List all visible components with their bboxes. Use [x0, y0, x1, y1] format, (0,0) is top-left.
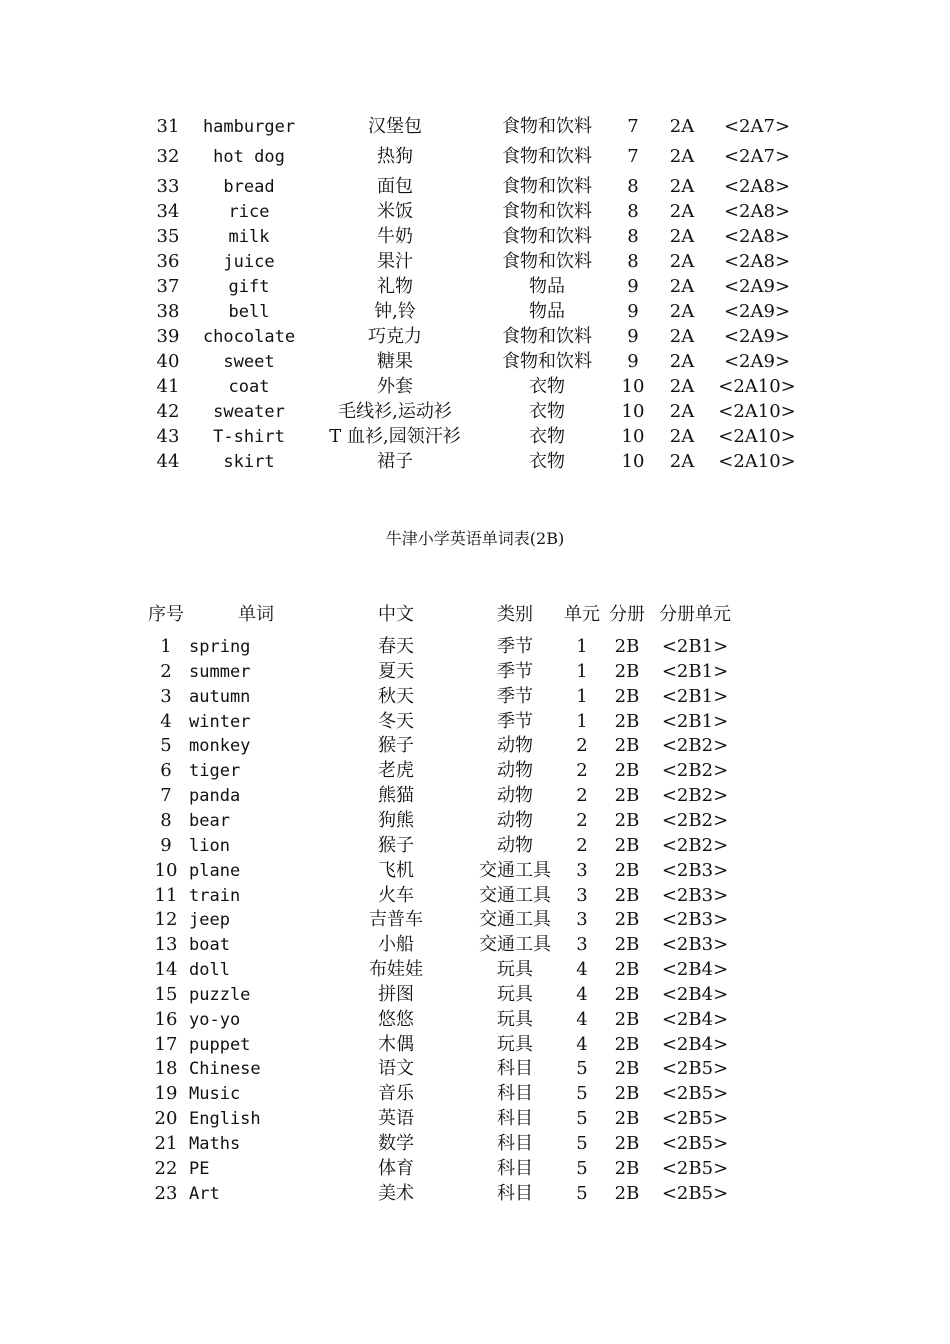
- cell-word: tiger: [189, 761, 241, 781]
- cell-book-unit: <2B4>: [661, 1034, 729, 1055]
- cell-chinese: 猴子: [378, 835, 414, 856]
- cell-category: 交通工具: [479, 885, 551, 906]
- cell-chinese: 布娃娃: [369, 959, 423, 980]
- cell-category: 科目: [497, 1108, 533, 1129]
- cell-category: 食物和饮料: [502, 326, 592, 347]
- cell-word: milk: [228, 227, 270, 247]
- cell-word: hot dog: [213, 147, 285, 167]
- cell-chinese: 裙子: [377, 451, 413, 472]
- header-book-unit: 分册单元: [659, 604, 731, 625]
- cell-no: 4: [160, 711, 172, 732]
- cell-word: Art: [189, 1184, 220, 1204]
- cell-category: 季节: [497, 661, 533, 682]
- cell-book-unit: <2B1>: [661, 661, 729, 682]
- cell-word: train: [189, 886, 241, 906]
- cell-book: 2B: [614, 1009, 640, 1030]
- cell-no: 39: [156, 326, 180, 347]
- cell-book-unit: <2A7>: [723, 116, 791, 137]
- cell-book: 2A: [669, 201, 695, 222]
- cell-category: 衣物: [529, 376, 565, 397]
- cell-book-unit: <2A9>: [723, 276, 791, 297]
- cell-category: 交通工具: [479, 934, 551, 955]
- cell-category: 食物和饮料: [502, 201, 592, 222]
- cell-unit: 5: [576, 1058, 588, 1079]
- cell-chinese: 语文: [378, 1058, 414, 1079]
- cell-unit: 9: [627, 351, 639, 372]
- cell-no: 31: [156, 116, 180, 137]
- section-title: 牛津小学英语单词表(2B): [385, 529, 565, 548]
- cell-chinese: 悠悠: [378, 1009, 414, 1030]
- cell-book: 2B: [614, 984, 640, 1005]
- cell-no: 23: [154, 1183, 178, 1204]
- cell-book: 2B: [614, 785, 640, 806]
- cell-word: coat: [228, 377, 270, 397]
- cell-book-unit: <2A8>: [723, 176, 791, 197]
- cell-book: 2B: [614, 735, 640, 756]
- cell-book: 2A: [669, 426, 695, 447]
- cell-word: PE: [189, 1159, 210, 1179]
- cell-chinese: 音乐: [378, 1083, 414, 1104]
- cell-no: 36: [156, 251, 180, 272]
- cell-word: lion: [189, 836, 230, 856]
- cell-unit: 2: [576, 835, 588, 856]
- cell-chinese: 钟,铃: [374, 301, 416, 322]
- cell-category: 科目: [497, 1133, 533, 1154]
- cell-no: 42: [156, 401, 180, 422]
- cell-word: Chinese: [189, 1059, 261, 1079]
- cell-chinese: 体育: [378, 1158, 414, 1179]
- cell-no: 20: [154, 1108, 178, 1129]
- cell-chinese: 巧克力: [368, 326, 422, 347]
- cell-chinese: 狗熊: [378, 810, 414, 831]
- cell-book: 2B: [614, 686, 640, 707]
- cell-no: 6: [160, 760, 172, 781]
- cell-unit: 9: [627, 326, 639, 347]
- cell-unit: 5: [576, 1133, 588, 1154]
- cell-book-unit: <2A10>: [718, 426, 796, 447]
- cell-unit: 3: [576, 885, 588, 906]
- cell-word: hamburger: [202, 117, 296, 137]
- cell-word: T-shirt: [213, 427, 285, 447]
- cell-no: 11: [154, 885, 178, 906]
- cell-word: bell: [228, 302, 270, 322]
- header-book: 分册: [609, 604, 645, 625]
- cell-book: 2B: [614, 835, 640, 856]
- cell-word: doll: [189, 960, 230, 980]
- cell-category: 玩具: [497, 984, 533, 1005]
- cell-word: puzzle: [189, 985, 251, 1005]
- cell-word: monkey: [189, 736, 251, 756]
- cell-no: 18: [154, 1058, 178, 1079]
- cell-category: 季节: [497, 711, 533, 732]
- cell-chinese: 木偶: [378, 1034, 414, 1055]
- cell-book-unit: <2A10>: [718, 376, 796, 397]
- cell-category: 食物和饮料: [502, 251, 592, 272]
- cell-unit: 7: [627, 146, 639, 167]
- cell-book: 2A: [669, 376, 695, 397]
- cell-book-unit: <2B4>: [661, 1009, 729, 1030]
- cell-chinese: 汉堡包: [368, 116, 422, 137]
- cell-word: jeep: [189, 910, 230, 930]
- header-no: 序号: [148, 604, 184, 625]
- cell-category: 食物和饮料: [502, 146, 592, 167]
- cell-word: Music: [189, 1084, 241, 1104]
- cell-unit: 4: [576, 959, 588, 980]
- cell-category: 食物和饮料: [502, 226, 592, 247]
- cell-book-unit: <2B4>: [661, 959, 729, 980]
- cell-category: 物品: [529, 276, 565, 297]
- cell-chinese: 外套: [377, 376, 413, 397]
- cell-book-unit: <2A10>: [718, 451, 796, 472]
- cell-unit: 10: [621, 401, 645, 422]
- cell-no: 10: [154, 860, 178, 881]
- cell-category: 衣物: [529, 401, 565, 422]
- cell-unit: 1: [576, 711, 588, 732]
- cell-no: 43: [156, 426, 180, 447]
- cell-word: skirt: [223, 452, 275, 472]
- header-chinese: 中文: [378, 604, 414, 625]
- cell-chinese: 小船: [378, 934, 414, 955]
- cell-unit: 2: [576, 785, 588, 806]
- cell-unit: 2: [576, 810, 588, 831]
- cell-word: bread: [223, 177, 275, 197]
- cell-chinese: T 血衫,园领汗衫: [329, 426, 461, 447]
- cell-category: 食物和饮料: [502, 176, 592, 197]
- cell-no: 16: [154, 1009, 178, 1030]
- cell-word: sweater: [213, 402, 285, 422]
- cell-word: autumn: [189, 687, 251, 707]
- cell-no: 7: [160, 785, 172, 806]
- cell-book: 2B: [614, 885, 640, 906]
- cell-category: 科目: [497, 1083, 533, 1104]
- cell-book-unit: <2B2>: [661, 785, 729, 806]
- cell-book-unit: <2B2>: [661, 735, 729, 756]
- cell-book: 2B: [614, 1108, 640, 1129]
- cell-unit: 10: [621, 376, 645, 397]
- cell-no: 2: [160, 661, 172, 682]
- cell-no: 8: [160, 810, 172, 831]
- cell-category: 科目: [497, 1183, 533, 1204]
- cell-book-unit: <2B3>: [661, 909, 729, 930]
- cell-book: 2B: [614, 1133, 640, 1154]
- cell-book: 2B: [614, 959, 640, 980]
- cell-no: 34: [156, 201, 180, 222]
- cell-word: plane: [189, 861, 241, 881]
- cell-word: yo-yo: [189, 1010, 241, 1030]
- cell-book: 2A: [669, 276, 695, 297]
- cell-category: 衣物: [529, 451, 565, 472]
- cell-no: 21: [154, 1133, 178, 1154]
- cell-word: panda: [189, 786, 241, 806]
- cell-chinese: 毛线衫,运动衫: [338, 401, 452, 422]
- cell-chinese: 春天: [378, 636, 414, 657]
- cell-unit: 1: [576, 686, 588, 707]
- cell-book-unit: <2A10>: [718, 401, 796, 422]
- cell-book: 2B: [614, 636, 640, 657]
- cell-chinese: 热狗: [377, 146, 413, 167]
- cell-word: English: [189, 1109, 261, 1129]
- cell-word: boat: [189, 935, 230, 955]
- cell-book: 2A: [669, 251, 695, 272]
- cell-book: 2B: [614, 711, 640, 732]
- cell-unit: 5: [576, 1158, 588, 1179]
- cell-chinese: 果汁: [377, 251, 413, 272]
- cell-category: 季节: [497, 686, 533, 707]
- cell-book: 2A: [669, 146, 695, 167]
- cell-category: 玩具: [497, 1009, 533, 1030]
- cell-unit: 5: [576, 1083, 588, 1104]
- cell-category: 动物: [497, 760, 533, 781]
- cell-book: 2B: [614, 760, 640, 781]
- header-word: 单词: [238, 604, 274, 625]
- cell-book: 2A: [669, 326, 695, 347]
- cell-unit: 3: [576, 909, 588, 930]
- cell-chinese: 礼物: [377, 276, 413, 297]
- cell-no: 35: [156, 226, 180, 247]
- cell-chinese: 美术: [378, 1183, 414, 1204]
- cell-chinese: 数学: [378, 1133, 414, 1154]
- cell-book-unit: <2B4>: [661, 984, 729, 1005]
- cell-word: sweet: [223, 352, 275, 372]
- cell-word: rice: [228, 202, 270, 222]
- cell-chinese: 糖果: [377, 351, 413, 372]
- cell-no: 1: [160, 636, 172, 657]
- cell-book: 2B: [614, 934, 640, 955]
- cell-category: 科目: [497, 1058, 533, 1079]
- cell-unit: 7: [627, 116, 639, 137]
- cell-chinese: 熊猫: [378, 785, 414, 806]
- cell-book: 2A: [669, 451, 695, 472]
- cell-book-unit: <2B1>: [661, 686, 729, 707]
- cell-no: 38: [156, 301, 180, 322]
- cell-unit: 10: [621, 426, 645, 447]
- cell-no: 5: [160, 735, 172, 756]
- cell-category: 季节: [497, 636, 533, 657]
- cell-no: 32: [156, 146, 180, 167]
- cell-chinese: 飞机: [378, 860, 414, 881]
- cell-unit: 9: [627, 276, 639, 297]
- cell-category: 交通工具: [479, 909, 551, 930]
- cell-unit: 4: [576, 1009, 588, 1030]
- cell-unit: 3: [576, 860, 588, 881]
- cell-word: puppet: [189, 1035, 251, 1055]
- cell-chinese: 牛奶: [377, 226, 413, 247]
- cell-unit: 8: [627, 226, 639, 247]
- cell-unit: 5: [576, 1183, 588, 1204]
- cell-no: 13: [154, 934, 178, 955]
- cell-unit: 8: [627, 201, 639, 222]
- cell-unit: 5: [576, 1108, 588, 1129]
- cell-no: 22: [154, 1158, 178, 1179]
- cell-no: 37: [156, 276, 180, 297]
- cell-category: 食物和饮料: [502, 351, 592, 372]
- cell-book: 2A: [669, 351, 695, 372]
- cell-category: 玩具: [497, 959, 533, 980]
- cell-category: 动物: [497, 785, 533, 806]
- cell-no: 40: [156, 351, 180, 372]
- cell-no: 9: [160, 835, 172, 856]
- cell-book-unit: <2B5>: [661, 1108, 729, 1129]
- cell-chinese: 夏天: [378, 661, 414, 682]
- cell-book-unit: <2A8>: [723, 201, 791, 222]
- cell-book-unit: <2A8>: [723, 226, 791, 247]
- cell-chinese: 面包: [377, 176, 413, 197]
- cell-chinese: 老虎: [378, 760, 414, 781]
- cell-unit: 4: [576, 984, 588, 1005]
- cell-no: 15: [154, 984, 178, 1005]
- cell-chinese: 猴子: [378, 735, 414, 756]
- cell-word: spring: [189, 637, 251, 657]
- cell-category: 玩具: [497, 1034, 533, 1055]
- cell-book-unit: <2B5>: [661, 1183, 729, 1204]
- cell-word: winter: [189, 712, 251, 732]
- cell-chinese: 拼图: [378, 984, 414, 1005]
- cell-book: 2B: [614, 1034, 640, 1055]
- cell-book-unit: <2B2>: [661, 835, 729, 856]
- cell-book: 2B: [614, 661, 640, 682]
- cell-word: summer: [189, 662, 251, 682]
- cell-unit: 10: [621, 451, 645, 472]
- cell-book-unit: <2B2>: [661, 810, 729, 831]
- cell-category: 动物: [497, 735, 533, 756]
- cell-category: 衣物: [529, 426, 565, 447]
- cell-no: 33: [156, 176, 180, 197]
- cell-word: chocolate: [202, 327, 296, 347]
- cell-category: 动物: [497, 835, 533, 856]
- cell-word: Maths: [189, 1134, 241, 1154]
- header-unit: 单元: [564, 604, 600, 625]
- cell-book-unit: <2B3>: [661, 860, 729, 881]
- cell-book-unit: <2B3>: [661, 885, 729, 906]
- cell-book-unit: <2B5>: [661, 1158, 729, 1179]
- cell-chinese: 米饭: [377, 201, 413, 222]
- cell-no: 41: [156, 376, 180, 397]
- cell-book-unit: <2B2>: [661, 760, 729, 781]
- cell-book: 2A: [669, 176, 695, 197]
- cell-book-unit: <2A9>: [723, 301, 791, 322]
- cell-no: 44: [156, 451, 180, 472]
- cell-unit: 9: [627, 301, 639, 322]
- cell-unit: 3: [576, 934, 588, 955]
- cell-book: 2B: [614, 1083, 640, 1104]
- cell-book: 2B: [614, 860, 640, 881]
- cell-unit: 2: [576, 735, 588, 756]
- cell-chinese: 火车: [378, 885, 414, 906]
- cell-no: 14: [154, 959, 178, 980]
- cell-book-unit: <2A9>: [723, 351, 791, 372]
- cell-category: 物品: [529, 301, 565, 322]
- cell-category: 交通工具: [479, 860, 551, 881]
- cell-book-unit: <2B5>: [661, 1083, 729, 1104]
- cell-book: 2A: [669, 401, 695, 422]
- cell-book: 2B: [614, 1158, 640, 1179]
- cell-book-unit: <2B5>: [661, 1058, 729, 1079]
- cell-no: 3: [160, 686, 172, 707]
- cell-book: 2A: [669, 116, 695, 137]
- cell-book: 2A: [669, 226, 695, 247]
- cell-book: 2A: [669, 301, 695, 322]
- cell-chinese: 秋天: [378, 686, 414, 707]
- cell-unit: 1: [576, 661, 588, 682]
- cell-chinese: 吉普车: [369, 909, 423, 930]
- cell-book: 2B: [614, 1183, 640, 1204]
- cell-book-unit: <2A9>: [723, 326, 791, 347]
- cell-book: 2B: [614, 909, 640, 930]
- cell-book-unit: <2B5>: [661, 1133, 729, 1154]
- cell-book-unit: <2A8>: [723, 251, 791, 272]
- cell-book-unit: <2B3>: [661, 934, 729, 955]
- cell-category: 科目: [497, 1158, 533, 1179]
- cell-no: 19: [154, 1083, 178, 1104]
- cell-word: gift: [228, 277, 270, 297]
- cell-book-unit: <2B1>: [661, 711, 729, 732]
- cell-book-unit: <2B1>: [661, 636, 729, 657]
- cell-chinese: 冬天: [378, 711, 414, 732]
- cell-unit: 8: [627, 176, 639, 197]
- cell-chinese: 英语: [378, 1108, 414, 1129]
- cell-unit: 2: [576, 760, 588, 781]
- cell-no: 12: [154, 909, 178, 930]
- cell-book: 2B: [614, 1058, 640, 1079]
- cell-word: bear: [189, 811, 230, 831]
- cell-unit: 4: [576, 1034, 588, 1055]
- cell-category: 动物: [497, 810, 533, 831]
- header-category: 类别: [497, 604, 533, 625]
- cell-word: juice: [223, 252, 275, 272]
- cell-book: 2B: [614, 810, 640, 831]
- cell-no: 17: [154, 1034, 178, 1055]
- cell-unit: 1: [576, 636, 588, 657]
- cell-unit: 8: [627, 251, 639, 272]
- cell-category: 食物和饮料: [502, 116, 592, 137]
- cell-book-unit: <2A7>: [723, 146, 791, 167]
